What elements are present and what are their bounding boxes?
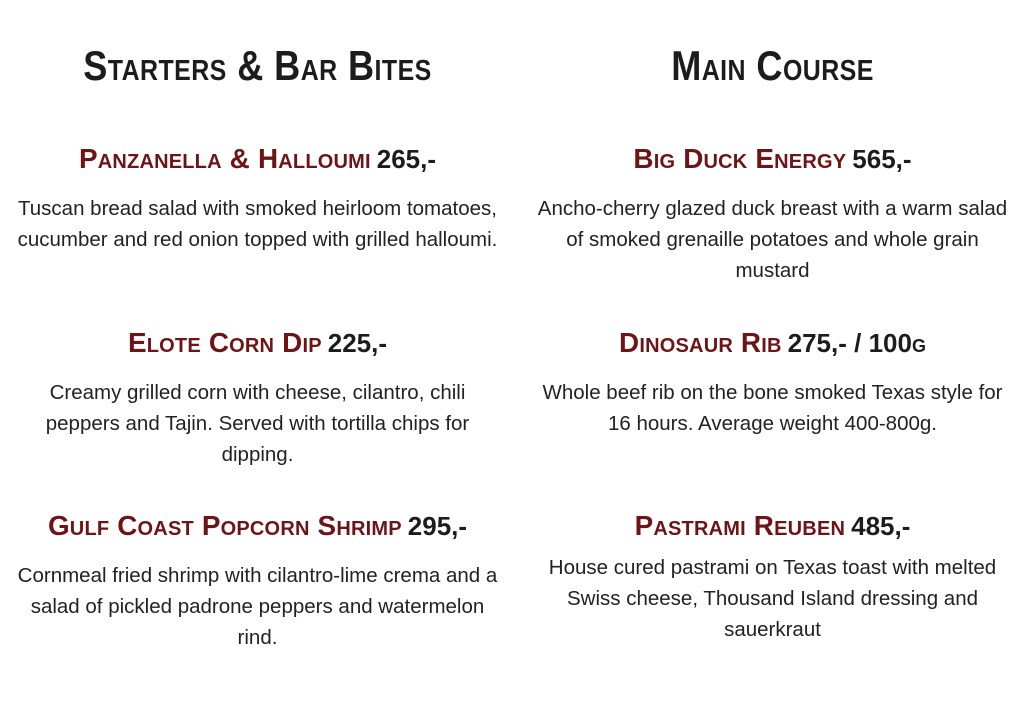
item-price: 265,- [376, 144, 437, 174]
menu-item-header [0, 142, 515, 181]
item-description: Creamy grilled corn with cheese, cilantro, chili peppers and Tajin. Served with tortilla chips for dipping. [45, 381, 470, 466]
item-description: Ancho-cherry glazed duck breast with a warm salad of smoked grenaille potatoes and whole grain mustard [537, 197, 1008, 282]
menu-item [0, 326, 515, 470]
item-description: Whole beef rib on the bone smoked Texas style for 16 hours. Average weight 400-800g. [542, 381, 1003, 435]
menu-item-header [515, 142, 1030, 181]
item-name: Panzanella & Halloumi [78, 143, 371, 174]
item-name: Pastrami Reuben [634, 510, 846, 541]
menu-item-header [515, 326, 1030, 365]
menu-item-header [515, 509, 1030, 548]
item-name: Elote Corn Dip [127, 327, 322, 358]
item-description: Cornmeal fried shrimp with cilantro-lime crema and a salad of pickled padrone peppers and watermelon rind. [17, 564, 498, 649]
menu-item [0, 509, 515, 653]
menu-item [515, 142, 1030, 286]
item-price: 275,- / 100g [787, 328, 926, 358]
item-name: Gulf Coast Popcorn Shrimp [47, 510, 402, 541]
item-price: 225,- [327, 328, 388, 358]
menu-item [0, 142, 515, 255]
item-price: 565,- [852, 144, 912, 174]
menu-item [515, 509, 1030, 645]
item-name: Dinosaur Rib [619, 327, 782, 358]
starters-title: Starters & Bar Bites [83, 42, 432, 89]
item-name: Big Duck Energy [633, 143, 847, 174]
item-description: House cured pastrami on Texas toast with melted Swiss cheese, Thousand Island dressing and sauerkraut [548, 556, 997, 641]
item-description: Tuscan bread salad with smoked heirloom tomatoes, cucumber and red onion topped with grilled halloumi. [17, 197, 498, 251]
menu-item-header [0, 509, 515, 548]
main-course-title: Main Course [671, 42, 874, 89]
item-price: 485,- [851, 511, 911, 541]
menu-item [515, 326, 1030, 439]
item-price: 295,- [407, 511, 468, 541]
main-course-column [515, 0, 1030, 726]
menu-item-header [0, 326, 515, 365]
